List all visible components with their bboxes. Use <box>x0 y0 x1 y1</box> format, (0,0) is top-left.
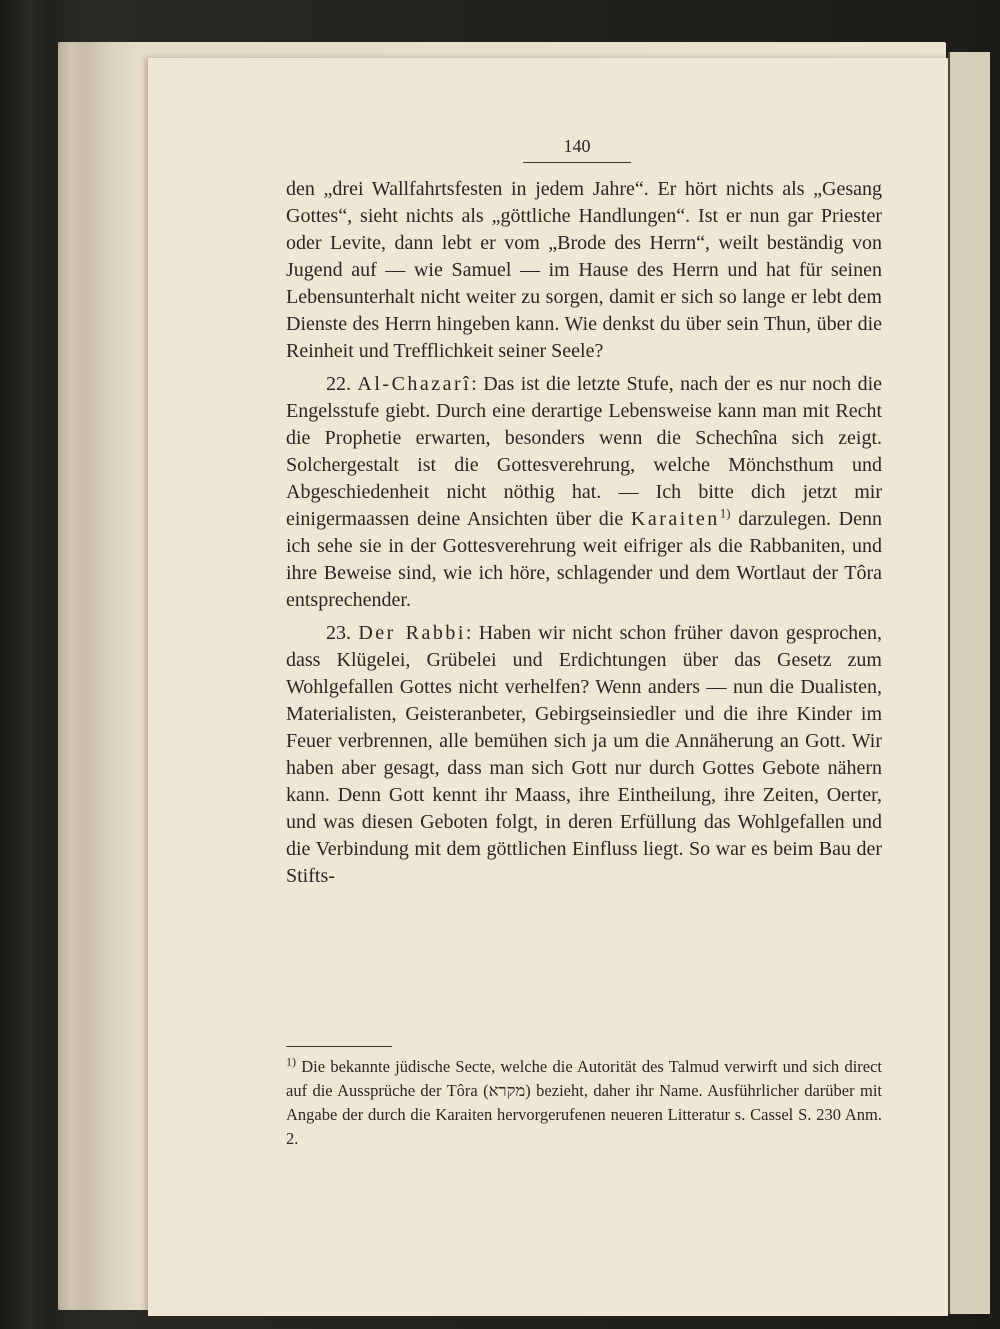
footnote-rule <box>286 1046 392 1047</box>
paragraph-23 <box>286 620 882 890</box>
footnote-mark: 1) <box>286 1054 296 1069</box>
speaker-name: Al-Chazarî <box>357 373 472 395</box>
footnote <box>286 1055 882 1151</box>
paragraph-22 <box>286 371 882 614</box>
emphasized-word: Karaiten <box>630 508 720 530</box>
paragraph-text: : Das ist die letzte Stufe, nach der es nur noch die Engelsstufe giebt. Durch eine derartige Lebensweise kann man mit Recht die Prophetie erwarten, besonders wenn die Schechîna sich zeigt. Solchergestalt ist die Gottesverehrung, welche Mönchsthum und Abgeschiedenheit nicht nöthig hat. — Ich bitte dich jetzt mir einigermaassen deine Ansichten über die <box>286 373 883 530</box>
footnote-text: Die bekannte jüdische Secte, welche die Autorität des Talmud verwirft und sich direct auf die Aussprüche der Tôra (מקרא) bezieht, daher ihr Name. Ausführlicher darüber mit Angabe der durch die Karaiten hervorgerufenen neueren Litteratur s. Cassel S. 230 Anm. 2. <box>286 1057 882 1148</box>
paragraph-text: darzulegen. Denn ich sehe sie in der Gottesverehrung weit eifriger als die Rabbaniten, und ihre Beweise sind, wie ich höre, schlagender und dem Wortlaut der Tôra entsprechender. <box>286 508 882 611</box>
paragraph-text: : Haben wir nicht schon früher davon gesprochen, dass Klügelei, Grübelei und Erdichtungen über das Gesetz zum Wohlgefallen Gottes nicht verhelfen? Wenn anders — nun die Dualisten, Materialisten, Geisteranbeter, Gebirgseinsiedler und die ihre Kinder im Feuer verbrennen, alle bemühen sich ja um die Annäherung an Gott. Wir haben aber gesagt, dass man sich Gott nur durch Gottes Gebote nähern kann. Denn Gott kennt ihr Maass, ihre Eintheilung, ihre Zeiten, Oerter, und was diesen Geboten folgt, in deren Erfüllung das Wohlgefallen und die Verbindung mit dem göttlichen Einfluss liegt. So war es beim Bau der Stifts- <box>286 622 883 887</box>
body-text <box>286 176 882 890</box>
speaker-name: Der Rabbi <box>358 622 466 644</box>
section-number: 22. <box>326 373 351 395</box>
header-rule <box>523 162 631 163</box>
facing-page-edge <box>948 52 990 1314</box>
page-number: 140 <box>563 136 591 156</box>
section-number: 23. <box>326 622 351 644</box>
paragraph-1: den „drei Wallfahrtsfesten in jedem Jahre“. Er hört nichts als „Gesang Gottes“, sieht nichts als „göttliche Handlungen“. Ist er nun gar Priester oder Levite, dann lebt er vom „Brode des Herrn“, weilt beständig von Jugend auf — wie Samuel — im Hause des Herrn und hat für seinen Lebensunterhalt nicht weiter zu sorgen, damit er sich so lange er lebt dem Dienste des Herrn hingeben kann. Wie denkst du über sein Thun, über die Reinheit und Trefflichkeit seiner Seele? <box>286 178 882 362</box>
footnote-reference: 1) <box>719 505 731 521</box>
